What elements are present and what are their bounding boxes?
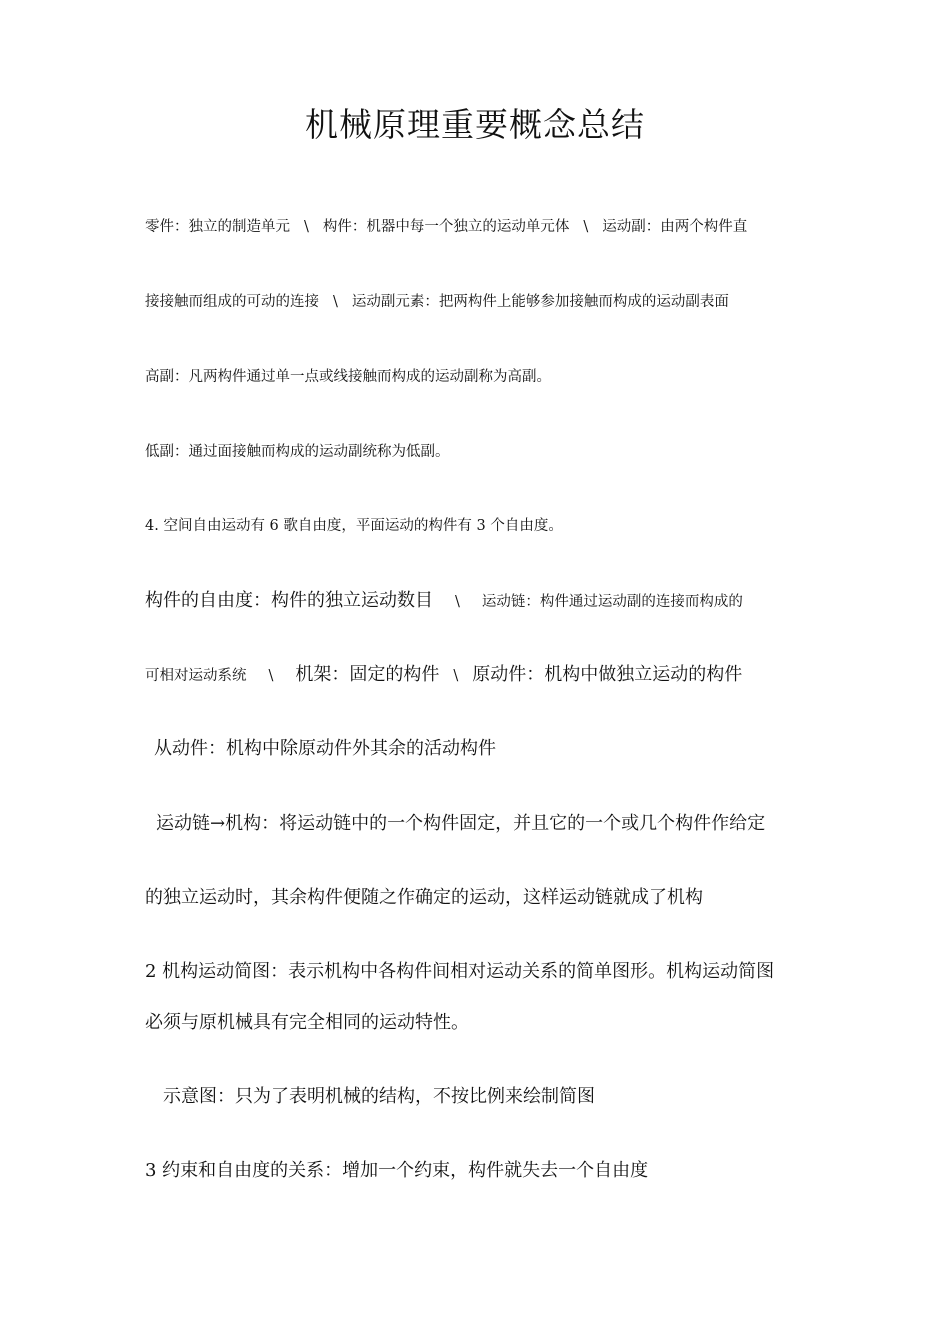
text-line-2 [145, 290, 825, 314]
definition-part: 零件：独立的制造单元 [145, 219, 290, 235]
definition-part: 构件的自由度：构件的独立运动数目 [145, 590, 433, 611]
definition-part: 运动副：由两个构件直 [602, 219, 748, 235]
text-line-10: 的独立运动时，其余构件便随之作确定的运动，这样运动链就成了机构 [145, 887, 703, 908]
text-line-12: 必须与原机械具有完全相同的运动特性。 [145, 1012, 469, 1033]
definition-part: 构件：机器中每一个独立的运动单元体 [322, 219, 570, 235]
separator: \ [583, 219, 589, 235]
definition-part: 可相对运动系统 [145, 668, 247, 684]
text-line-14: 3 约束和自由度的关系：增加一个约束，构件就失去一个自由度 [145, 1160, 649, 1181]
document-title: 机械原理重要概念总结 [305, 105, 645, 144]
text-line-1 [145, 215, 825, 239]
separator: \ [333, 294, 338, 310]
text-line-13: 示意图：只为了表明机械的结构，不按比例来绘制简图 [163, 1086, 595, 1107]
text-line-4: 低副：通过面接触而构成的运动副统称为低副。 [145, 444, 450, 460]
text-line-5: 4. 空间自由运动有 6 歌自由度，平面运动的构件有 3 个自由度。 [145, 518, 563, 534]
text-line-11: 2 机构运动简图：表示机构中各构件间相对运动关系的简单图形。机构运动简图 [145, 961, 775, 982]
definition-part: 原动件：机构中做独立运动的构件 [472, 664, 743, 685]
definition-part: 机架：固定的构件 [295, 664, 440, 685]
definition-part: 运动副元素：把两构件上能够参加接触而构成的运动副表面 [351, 294, 729, 310]
separator: \ [304, 219, 309, 235]
definition-part: 运动链：构件通过运动副的连接而构成的 [481, 594, 743, 610]
separator: \ [268, 668, 274, 684]
text-line-8: 从动件：机构中除原动件外其余的活动构件 [154, 738, 496, 759]
definition-part: 接接触而组成的可动的连接 [145, 294, 319, 310]
text-line-9: 运动链→机构：将运动链中的一个构件固定，并且它的一个或几个构件作给定 [156, 813, 766, 834]
text-line-7 [145, 661, 825, 690]
separator: \ [455, 594, 460, 610]
separator: \ [453, 668, 459, 684]
text-line-6 [145, 587, 825, 616]
text-line-3: 高副：凡两构件通过单一点或线接触而构成的运动副称为高副。 [145, 369, 551, 385]
